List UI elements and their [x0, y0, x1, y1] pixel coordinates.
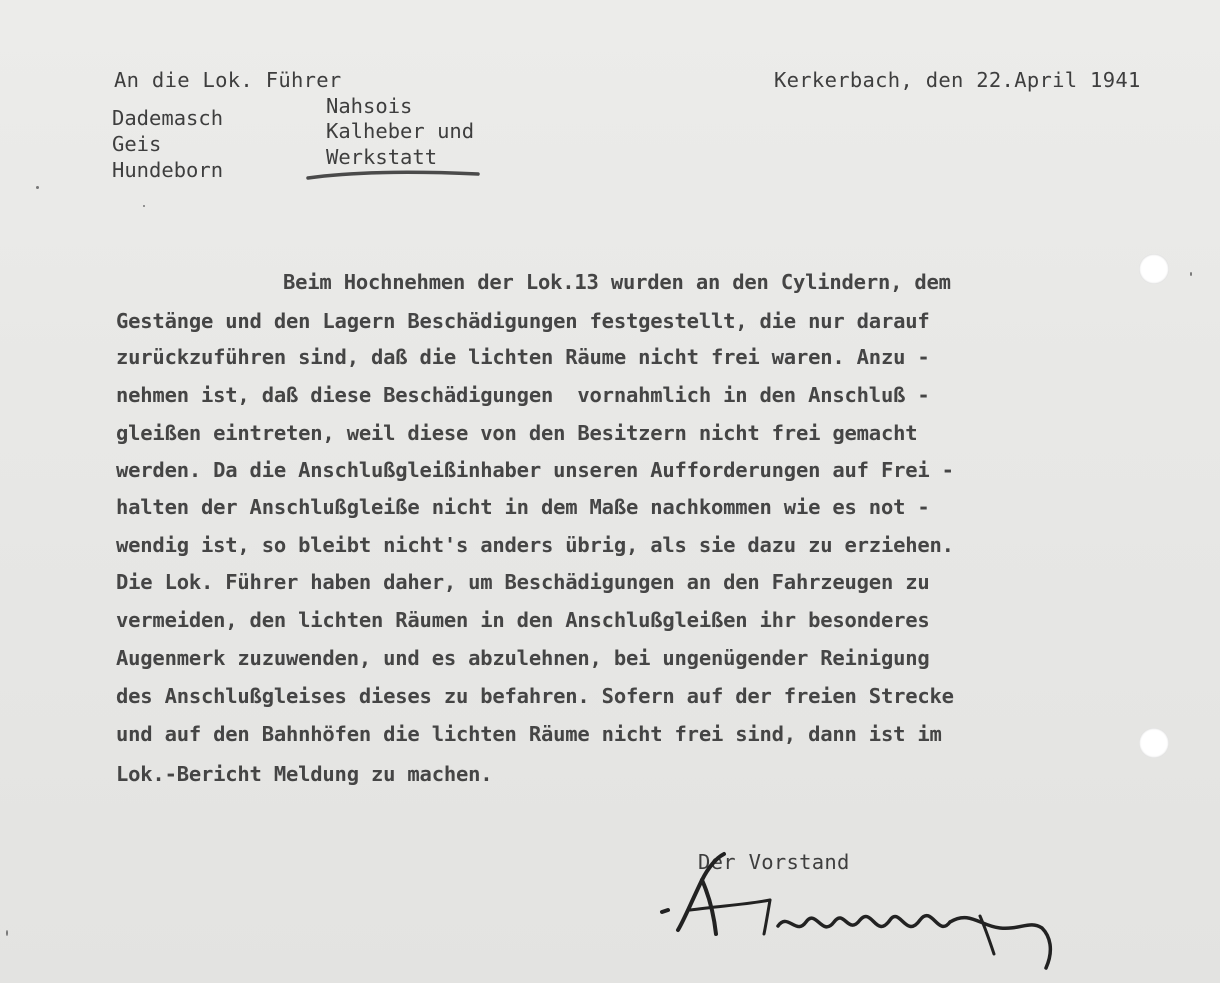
paper-speck: [36, 186, 39, 189]
body-line-6: werden. Da die Anschlußgleißinhaber unseren Aufforderungen auf Frei -: [116, 458, 954, 482]
body-line-3: zurückzuführen sind, daß die lichten Räume nicht frei waren. Anzu -: [116, 345, 930, 369]
body-line-10: vermeiden, den lichten Räumen in den Anschlußgleißen ihr besonderes: [116, 608, 930, 632]
punch-hole-top: [1139, 254, 1169, 284]
body-line-11: Augenmerk zuzuwenden, und es abzulehnen, bei ungenügender Reinigung: [116, 646, 930, 670]
place-date: Kerkerbach, den 22.April 1941: [774, 68, 1141, 92]
paper-speck: [6, 930, 8, 936]
body-line-5: gleißen eintreten, weil diese von den Besitzern nicht frei gemacht: [116, 421, 918, 445]
punch-hole-bottom: [1139, 728, 1169, 758]
body-line-7: halten der Anschlußgleiße nicht in dem Maße nachkommen wie es not -: [116, 495, 930, 519]
body-line-14: Lok.-Bericht Meldung zu machen.: [116, 762, 493, 786]
recipient-1: Dademasch: [112, 106, 224, 130]
handwritten-underline: [300, 166, 490, 186]
body-line-9: Die Lok. Führer haben daher, um Beschädigungen an den Fahrzeugen zu: [116, 570, 930, 594]
body-line-4: nehmen ist, daß diese Beschädigungen vornahmlich in den Anschluß -: [116, 383, 930, 407]
paper-speck: [1190, 272, 1192, 276]
recipient-heading: An die Lok. Führer: [114, 68, 342, 92]
body-line-13: und auf den Bahnhöfen die lichten Räume nicht frei sind, dann ist im: [116, 722, 942, 746]
body-line-2: Gestänge und den Lagern Beschädigungen festgestellt, die nur darauf: [116, 309, 930, 333]
body-line-1: Beim Hochnehmen der Lok.13 wurden an den Cylindern, dem: [283, 270, 951, 294]
sign-off: Der Vorstand: [698, 850, 850, 874]
recipient-5: Kalheber und: [326, 119, 475, 143]
recipient-4: Nahsois: [326, 94, 413, 118]
recipient-2: Geis: [112, 132, 162, 156]
signature: [650, 850, 1100, 980]
paper-speck: [143, 205, 145, 207]
recipient-6: Werkstatt: [326, 145, 438, 169]
body-line-8: wendig ist, so bleibt nicht's anders übrig, als sie dazu zu erziehen.: [116, 533, 954, 557]
recipient-3: Hundeborn: [112, 158, 224, 182]
body-line-12: des Anschlußgleises dieses zu befahren. Sofern auf der freien Strecke: [116, 684, 954, 708]
